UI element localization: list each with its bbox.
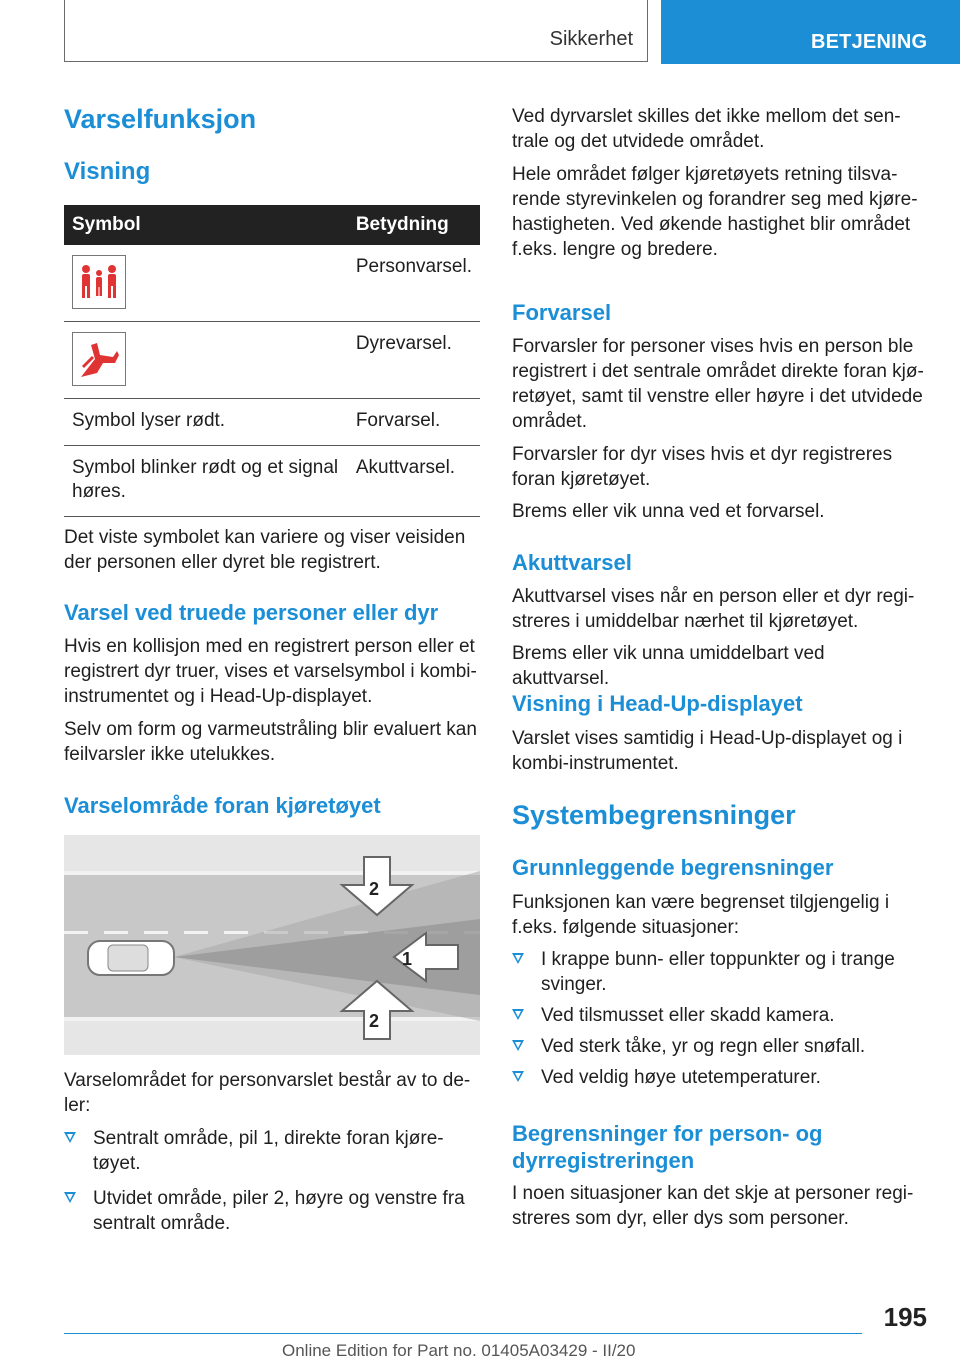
paragraph-omrade: Varselområdet for personvarslet består av to deler: — [64, 1070, 471, 1116]
diagram-label-2-bottom: 2 — [369, 1011, 380, 1031]
bullet-triangle-icon — [512, 1071, 524, 1082]
heading-systembegrensninger: Systembegrensninger — [512, 800, 796, 830]
paragraph-forvarsel-1: Forvarsler for personer vises hvis en person ble registrert i det sentrale området direkte foran kjøretøyet, samt til venstre eller høyre i det utvidede området. — [512, 336, 924, 432]
table-header-symbol: Symbol — [64, 205, 348, 245]
heading-visning: Visning — [64, 158, 151, 185]
heading-varsel-truede: Varsel ved truede personer eller dyr — [64, 600, 439, 625]
table-cell-symbol: Symbol blinker rødt og et signal høres. — [64, 446, 348, 517]
paragraph-grunnleggende: Funksjonen kan være begrenset tilgjengelig i f.eks. følgende situasjoner: — [512, 892, 890, 938]
list-item: Ved tilsmusset eller skadd kamera. — [512, 1003, 926, 1028]
page-footer — [0, 1300, 960, 1362]
table-header-betydning: Betydning — [348, 205, 480, 245]
heading-varselomrade: Varselområde foran kjøretøyet — [64, 793, 381, 818]
table-cell-meaning: Dyrevarsel. — [348, 322, 480, 399]
heading-varselfunksjon: Varselfunksjon — [64, 104, 257, 134]
paragraph-varsel-1: Hvis en kollisjon med en registrert person eller et registrert dyr truer, vises et varselsymbol i kombiinstrumentet og i Head-Up-displayet. — [64, 636, 477, 707]
bullet-triangle-icon — [64, 1132, 76, 1143]
table-row — [64, 446, 480, 517]
table-cell-symbol — [64, 245, 348, 322]
paragraph-hele: Hele området følger kjøretøyets retning tilsvarende styrevinkelen og forandrer seg med kjørehastigheten. Ved økende hastighet blir området f.eks. lengre og bredere. — [512, 164, 918, 260]
table-row — [64, 322, 480, 399]
footer-divider — [64, 1333, 862, 1334]
area-bullet-list — [64, 1126, 480, 1242]
person-warning-icon — [72, 255, 126, 309]
chapter-tab — [661, 0, 960, 64]
paragraph-symbol: Det viste symbolet kan variere og viser veisiden der personen eller dyret ble registrert. — [64, 527, 466, 573]
heading-grunnleggende: Grunnleggende begrensninger — [512, 855, 834, 880]
heading-head-up: Visning i Head-Up-displayet — [512, 691, 803, 716]
list-item: Sentralt område, pil 1, direkte foran kjøretøyet. — [64, 1126, 480, 1176]
paragraph-varsel-2: Selv om form og varmeutstråling blir evaluert kan feilvarsler ikke utelukkes. — [64, 719, 477, 765]
heading-forvarsel: Forvarsel — [512, 300, 612, 325]
bullet-triangle-icon — [64, 1192, 76, 1203]
bullet-triangle-icon — [512, 1009, 524, 1020]
table-header-row — [64, 205, 480, 245]
list-item: Ved veldig høye utetemperaturer. — [512, 1065, 926, 1090]
warning-area-diagram — [64, 835, 480, 1055]
paragraph-akutt-2: Brems eller vik unna umiddelbart ved akuttvarsel. — [512, 643, 825, 689]
page-header — [0, 0, 960, 66]
table-cell-meaning: Personvarsel. — [348, 245, 480, 322]
diagram-label-1: 1 — [402, 949, 413, 969]
section-title: Sikkerhet — [549, 28, 633, 50]
chapter-tab-label: BETJENING — [811, 31, 928, 53]
table-cell-symbol — [64, 322, 348, 399]
section-box — [64, 0, 648, 62]
list-item: Utvidet område, piler 2, høyre og venstre fra sentralt område. — [64, 1186, 480, 1236]
list-item: Ved sterk tåke, yr og regn eller snøfall. — [512, 1034, 926, 1059]
paragraph-begrensninger: I noen situasjoner kan det skje at personer registreres som dyr, eller dys som personer. — [512, 1183, 914, 1229]
page-number: 195 — [883, 1302, 927, 1332]
limitation-bullet-list — [512, 947, 926, 1096]
bullet-triangle-icon — [512, 953, 524, 964]
table-cell-symbol: Symbol lyser rødt. — [64, 399, 348, 446]
edition-text: Online Edition for Part no. 01405A03429 - II/20 — [282, 1341, 636, 1360]
diagram-label-2-top: 2 — [369, 879, 380, 899]
heading-akuttvarsel: Akuttvarsel — [512, 550, 632, 575]
heading-begrensninger-registrering: Begrensninger for person- og dyrregistreringen — [512, 1121, 823, 1173]
list-item: I krappe bunn- eller toppunkter og i trange svinger. — [512, 947, 926, 997]
table-cell-meaning: Forvarsel. — [348, 399, 480, 446]
paragraph-head-up: Varslet vises samtidig i Head-Up-displayet og i kombi-instrumentet. — [512, 728, 903, 774]
table-cell-meaning: Akuttvarsel. — [348, 446, 480, 517]
animal-warning-icon — [72, 332, 126, 386]
table-row — [64, 245, 480, 322]
table-row — [64, 399, 480, 446]
bullet-triangle-icon — [512, 1040, 524, 1051]
symbol-table — [64, 205, 480, 517]
paragraph-forvarsel-2: Forvarsler for dyr vises hvis et dyr registreres foran kjøretøyet. — [512, 444, 893, 490]
paragraph-dyr: Ved dyrvarslet skilles det ikke mellom det sentrale og det utvidede området. — [512, 106, 901, 152]
paragraph-akutt-1: Akuttvarsel vises når en person eller et dyr registreres i umiddelbar nærhet til kjøretøyet. — [512, 586, 915, 632]
paragraph-forvarsel-3: Brems eller vik unna ved et forvarsel. — [512, 501, 825, 522]
